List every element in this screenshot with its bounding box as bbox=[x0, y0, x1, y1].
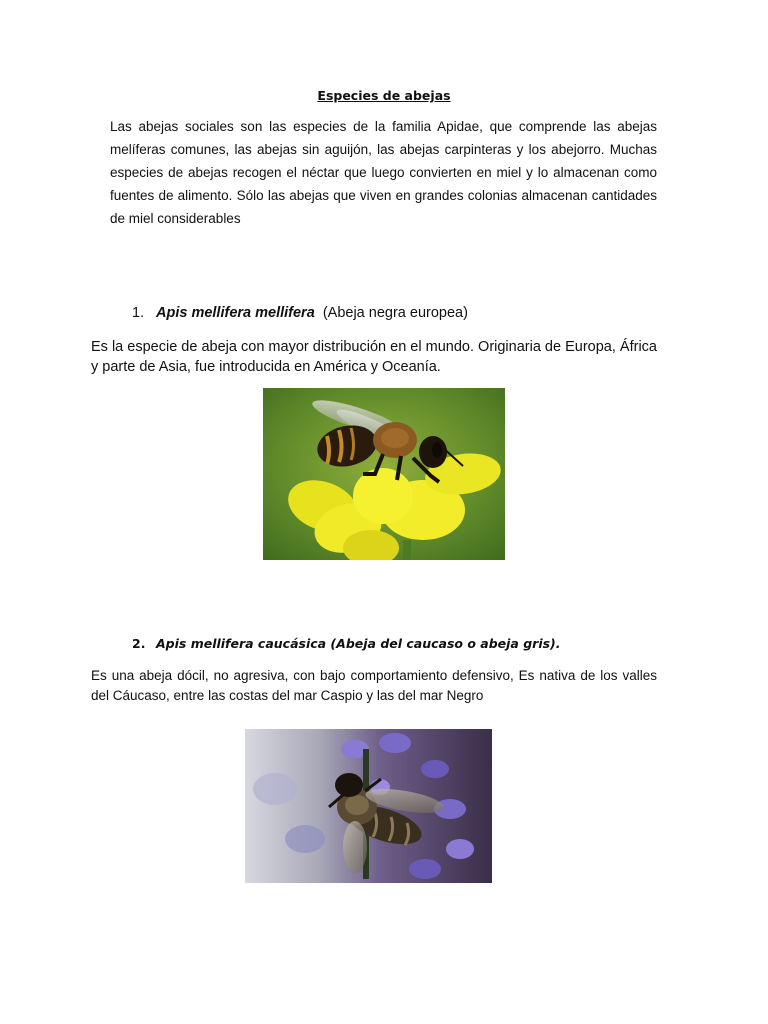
section-2-heading bbox=[132, 636, 561, 651]
section-1-common-name: (Abeja negra europea) bbox=[322, 305, 468, 321]
section-1-number: 1. bbox=[132, 305, 145, 321]
bee-on-yellow-flower-photo bbox=[263, 388, 505, 560]
bee-on-purple-flower-photo bbox=[245, 729, 492, 883]
section-2-paragraph: Es una abeja dócil, no agresiva, con bajo comportamiento defensivo, Es nativa de los valles del Cáucaso, entre las costas del mar Caspio y las del mar Negro bbox=[91, 668, 657, 703]
section-2-heading-text: Apis mellifera caucásica (Abeja del caucaso o abeja gris). bbox=[156, 636, 561, 651]
section-2-number: 2. bbox=[132, 636, 146, 651]
intro-paragraph: Las abejas sociales son las especies de la familia Apidae, que comprende las abejas melíferas comunes, las abejas sin aguijón, las abejas carpinteras y los abejorro. Muchas especies de abejas recogen el néctar que luego convierten en miel y lo almacenan como fuentes de alimento. Sólo las abejas que viven en grandes colonias almacenan cantidades de miel considerables bbox=[110, 119, 657, 226]
document-title: Especies de abejas bbox=[317, 88, 451, 103]
section-1-paragraph: Es la especie de abeja con mayor distribución en el mundo. Originaria de Europa, África y parte de Asia, fue introducida en América y Oceanía. bbox=[91, 339, 657, 375]
section-1-heading bbox=[132, 305, 468, 321]
section-1-scientific-name: Apis mellifera mellifera bbox=[156, 305, 315, 321]
